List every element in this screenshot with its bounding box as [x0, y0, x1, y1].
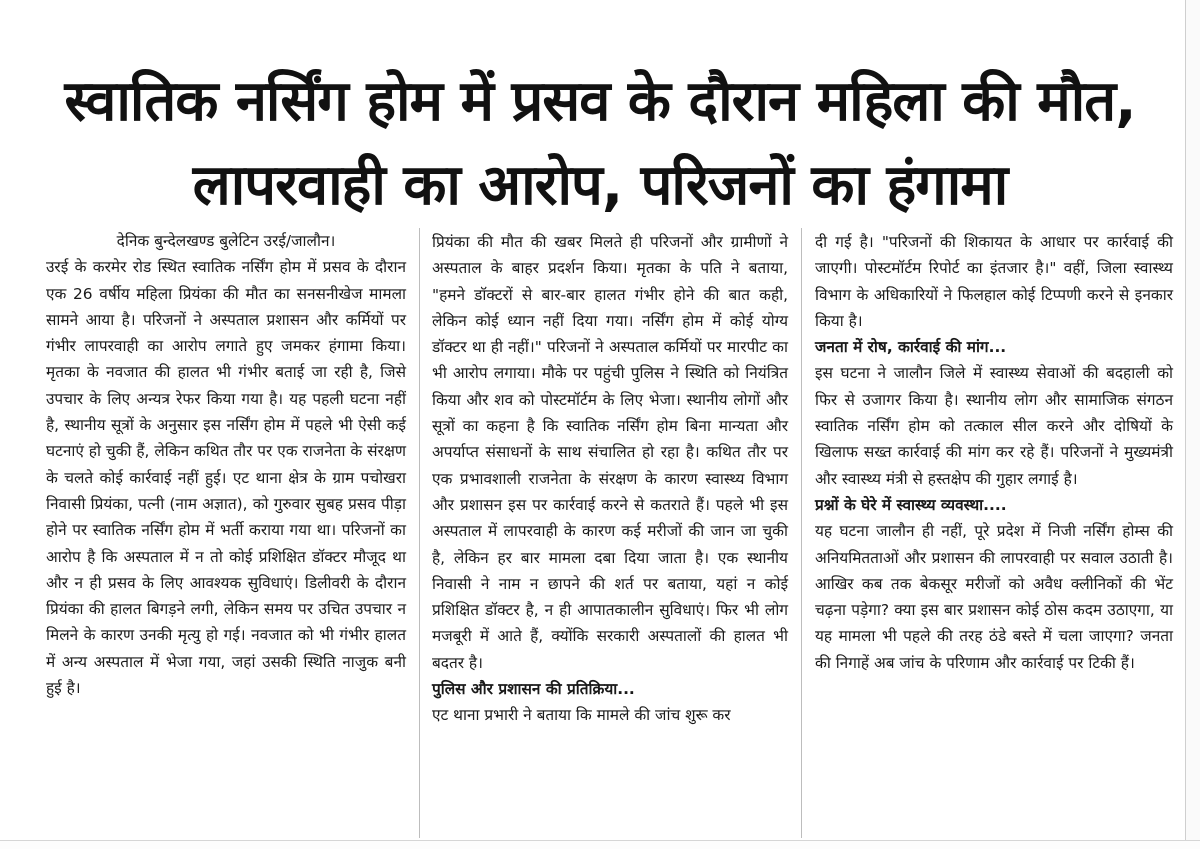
subhead-health-system: प्रश्नों के घेरे में स्वास्थ्य व्यवस्था.... — [815, 495, 1007, 514]
column-rule-1 — [419, 228, 420, 838]
col3-body-3: यह घटना जालौन ही नहीं, पूरे प्रदेश में निजी नर्सिंग होम्स की अनियमितताओं और प्रशासन की लापरवाही पर सवाल उठाती है। आखिर कब तक बेकसूर मरीजों को अवैध क्लीनिकों की भेंट चढ़ना पड़ेगा? क्या इस बार प्रशासन कोई ठोस कदम उठाएगा, या यह मामला भी पहले की तरह ठंडे बस्ते में चला जाएगा? जनता की निगाहें अब जांच के परिणाम और कार्रवाई पर टिकी हैं। — [815, 522, 1173, 672]
column-1 — [46, 228, 406, 701]
adjacent-column-edge — [1185, 0, 1200, 849]
col3-body-1: दी गई है। "परिजनों की शिकायत के आधार पर कार्रवाई की जाएगी। पोस्टमॉर्टम रिपोर्ट का इंतजार है।" वहीं, जिला स्वास्थ्य विभाग के अधिकारियों ने फिलहाल कोई टिप्पणी करने से इनकार किया है। — [815, 233, 1173, 330]
col1-body: उरई के करमेर रोड स्थित स्वातिक नर्सिंग होम में प्रसव के दौरान एक 26 वर्षीय महिला प्रियंका की मौत का सनसनीखेज मामला सामने आया है। परिजनों ने अस्पताल प्रशासन और कर्मियों पर गंभीर लापरवाही का आरोप लगाते हुए जमकर हंगामा किया। मृतका के नवजात की हालत भी गंभीर बताई जा रही है, जिसे उपचार के लिए अन्यत्र रेफर किया गया है। यह पहली घटना नहीं है, स्थानीय सूत्रों के अनुसार इस नर्सिंग होम में पहले भी ऐसी कई घटनाएं हो चुकी हैं, लेकिन कथित तौर पर एक राजनेता के संरक्षण के चलते कोई कार्रवाई नहीं हुई। एट थाना क्षेत्र के ग्राम पचोखरा निवासी प्रियंका, पत्नी (नाम अज्ञात), को गुरुवार सुबह प्रसव पीड़ा होने पर स्वातिक नर्सिंग होम में भर्ती कराया गया था। परिजनों का आरोप है कि अस्पताल में न तो कोई प्रशिक्षित डॉक्टर मौजूद था और न ही प्रसव के लिए आवश्यक सुविधाएं। डिलीवरी के दौरान प्रियंका की हालत बिगड़ने लगी, लेकिन समय पर उचित उपचार न मिलने के कारण उनकी मृत्यु हो गई। नवजात को भी गंभीर हालत में अन्य अस्पताल में भेजा गया, जहां उसकी स्थिति नाजुक बनी हुई है। — [46, 258, 406, 698]
column-2 — [432, 229, 788, 729]
column-rule-2 — [801, 228, 802, 838]
byline: देनिक बुन्देलखण्ड बुलेटिन उरई/जालौन। — [116, 232, 336, 250]
cropped-text-bottom — [0, 840, 1200, 849]
column-3 — [815, 229, 1173, 676]
subhead-police: पुलिस और प्रशासन की प्रतिक्रिया... — [432, 680, 635, 699]
col3-body-2: इस घटना ने जालौन जिले में स्वास्थ्य सेवाओं की बदहाली को फिर से उजागर किया है। स्थानीय लोग और सामाजिक संगठन स्वातिक नर्सिंग होम को तत्काल सील करने और दोषियों के खिलाफ सख्त कार्रवाई की मांग कर रहे हैं। परिजनों ने मुख्यमंत्री और स्वास्थ्य मंत्री से हस्तक्षेप की गुहार लगाई है। — [815, 364, 1173, 488]
col2-body: प्रियंका की मौत की खबर मिलते ही परिजनों और ग्रामीणों ने अस्पताल के बाहर प्रदर्शन किया। मृतका के पति ने बताया, "हमने डॉक्टरों से बार-बार हालत गंभीर होने की बात कही, लेकिन कोई ध्यान नहीं दिया गया। नर्सिंग होम में कोई योग्य डॉक्टर था ही नहीं।" परिजनों ने अस्पताल कर्मियों पर मारपीट का भी आरोप लगाया। मौके पर पहुंची पुलिस ने स्थिति को नियंत्रित किया और शव को पोस्टमॉर्टम के लिए भेजा। स्थानीय लोगों और सूत्रों का कहना है कि स्वातिक नर्सिंग होम बिना मान्यता और अपर्याप्त संसाधनों के साथ संचालित हो रहा है। कथित तौर पर एक प्रभावशाली राजनेता के संरक्षण के कारण स्वास्थ्य विभाग और प्रशासन इस पर कार्रवाई करने से कतराते हैं। पहले भी इस अस्पताल में लापरवाही के कारण कई मरीजों की जान जा चुकी है, लेकिन हर बार मामला दबा दिया जाता है। एक स्थानीय निवासी ने नाम न छापने की शर्त पर बताया, यहां न कोई प्रशिक्षित डॉक्टर है, न ही आपातकालीन सुविधाएं। फिर भी लोग मजबूरी में आते हैं, क्योंकि सरकारी अस्पतालों की हालत भी बदतर है। — [432, 233, 788, 672]
cropped-text-top — [920, 0, 1030, 6]
headline: स्वातिक नर्सिंग होम में प्रसव के दौरान महिला की मौत, लापरवाही का आरोप, परिजनों का हंगामा — [64, 68, 1136, 218]
col2-tail: एट थाना प्रभारी ने बताया कि मामले की जांच शुरू कर — [432, 706, 731, 725]
subhead-public-anger: जनता में रोष, कार्रवाई की मांग... — [815, 338, 1007, 357]
